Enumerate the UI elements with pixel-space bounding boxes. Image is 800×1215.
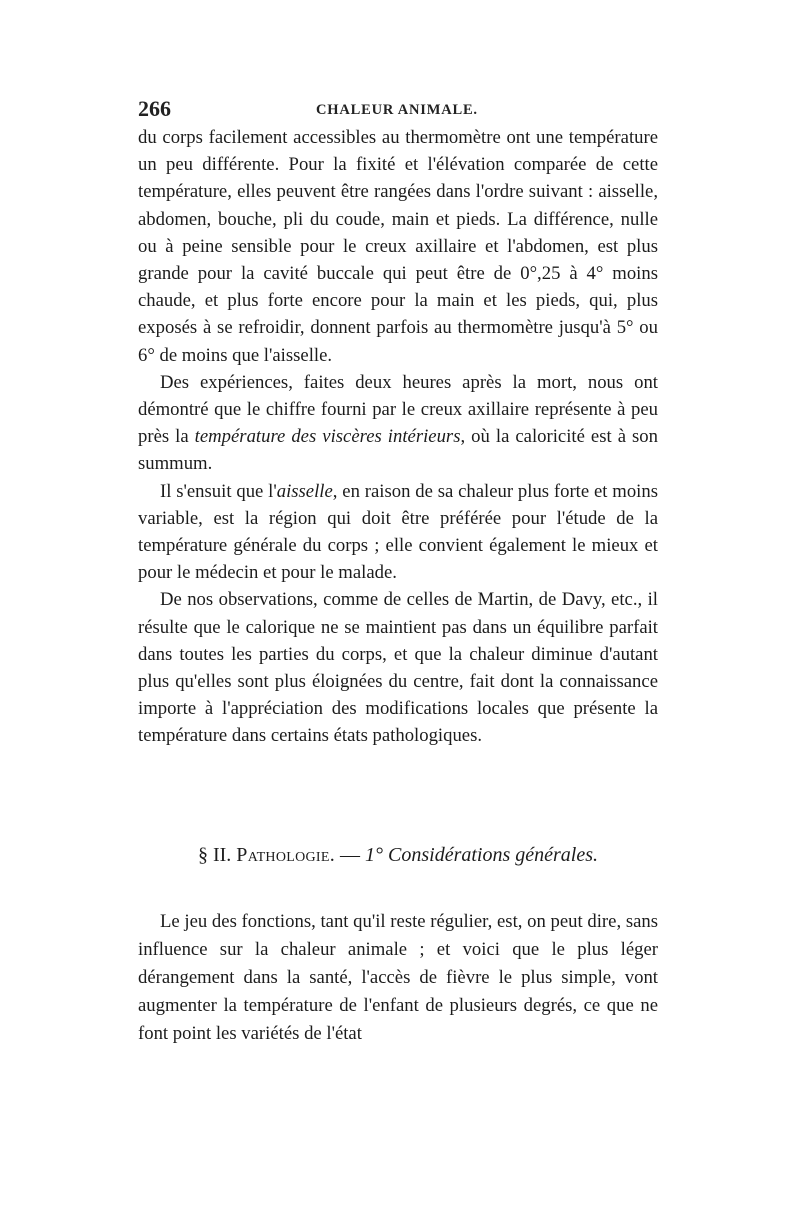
paragraph-experiences [138,369,658,478]
section-title: Pathologie. [236,844,336,866]
paragraph-text: Il s'ensuit que l' [160,480,277,502]
main-text-block [138,124,658,750]
paragraph-pathology: Le jeu des fonctions, tant qu'il reste régulier, est, on peut dire, sans influence sur la chaleur animale ; et voici que le plus léger dérangement dans la santé, l'accès de fièvre le plus simple, vont augmenter la température de l'enfant de plusieurs degrés, ce que ne font point les variétés de l'état [138,911,658,1044]
page-header [138,96,658,126]
paragraph-observations: De nos observations, comme de celles de Martin, de Davy, etc., il résulte que le calorique ne se maintient pas dans un équilibre parfait dans toutes les parties du corps, et que la chaleur diminue d'autant plus qu'elles sont plus éloignées du centre, fait dont la connaissance importe à l'appréciation des modifications locales que présente la température dans certains états pathologiques. [138,589,658,747]
section-number: § II. [197,844,232,866]
emphasized-word: aisselle [276,480,333,502]
paragraph-text: Des expériences, faites deux heures après la mort, nous ont démontré que le chiffre fourni par le creux axillaire représente à peu près la [138,371,658,448]
paragraph-text: , en raison de sa chaleur plus forte et moins variable, est la région qui doit être préférée pour l'étude de la température générale du corps ; elle convient également le mieux et pour le médecin et pour le malade. [138,480,658,584]
section-separator: — [335,844,366,866]
emphasized-phrase: température des viscères intérieurs [194,426,461,448]
section-text-block [138,908,658,1048]
section-subtitle: 1° Considérations générales. [365,844,599,866]
paragraph-text: , où la caloricité est à son summum. [138,426,658,475]
paragraph-continuation: du corps facilement accessibles au thermomètre ont une température un peu différente. Pour la fixité et l'élévation comparée de cette température, elles peuvent être rangées dans l'ordre suivant : aisselle, abdomen, bouche, pli du coude, main et pieds. La différence, nulle ou à peine sensible pour le creux axillaire et l'abdomen, est plus grande pour la cavité buccale qui peut être de 0°,25 à 4° moins chaude, et plus forte encore pour la main et les pieds, qui, plus exposés à se refroidir, donnent parfois au thermomètre jusqu'à 5° ou 6° de moins que l'aisselle. [138,127,658,366]
page-number: 266 [138,96,171,121]
section-heading [138,840,658,870]
paragraph-aisselle [138,478,658,587]
running-head: CHALEUR ANIMALE. [316,102,478,118]
